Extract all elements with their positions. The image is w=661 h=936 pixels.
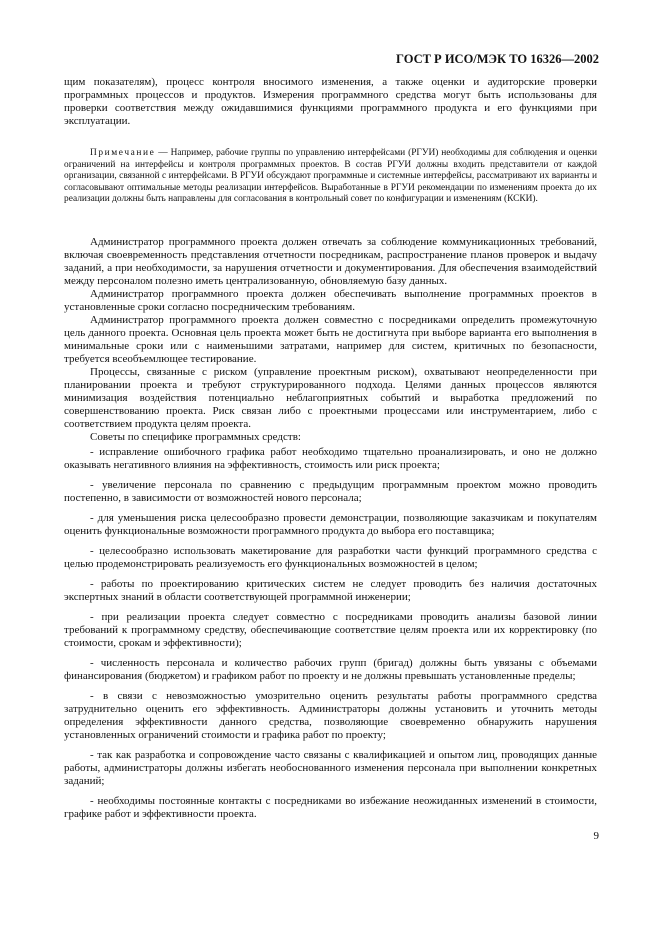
note-text: — Например, рабочие группы по управлению интерфейсами (РГУИ) необходимы для соблюдения и оценки ограничений на интерфейсы и контроля программных проектов. В состав РГУИ должны входить представители от каждой организации, связанной с интерфейсами. В РГУИ обсуждают программные и системные интерфейсы, рассматривают их варианты и согласовывают оптимальные методы реализации интерфейсов. Выработанные в РГУИ рекомендации по изменениям проекта до их реализации должны быть направлены для согласования в контрольный совет по конфигурации и изменениям (КСКИ). [64,148,597,205]
paragraph: Администратор программного проекта должен обеспечивать выполнение программных проектов в установленные сроки согласно посредническим требованиям. [64,287,597,313]
document-header: ГОСТ Р ИСО/МЭК ТО 16326—2002 [396,52,599,66]
list-item: - целесообразно использовать макетирование для разработки части функций программного средства с целью продемонстрировать реализуемость его функциональных возможностей в целом; [64,544,597,570]
note-block [64,148,597,206]
page-number: 9 [593,830,599,842]
list-item: - исправление ошибочного графика работ необходимо тщательно проанализировать, и оно не должно оказывать негативного влияния на эффективность, стоимость или риск проекта; [64,445,597,471]
list-item: - при реализации проекта следует совместно с посредниками проводить анализы базовой линии требований к программному средству, обеспечивающие соответствие целям проекта или их корректировку (по стоимости, срокам и эффективности); [64,610,597,649]
paragraph: Администратор программного проекта должен отвечать за соблюдение коммуникационных требований, включая своевременность представления отчетности посредникам, распространение планов проверок и выдачу заданий, а при необходимости, за нарушения отчетности и документирования. Для обеспечения взаимодействий между персоналом полезно иметь централизованную, обновляемую базу данных. [64,235,597,287]
list-item: - увеличение персонала по сравнению с предыдущим программным проектом можно проводить постепенно, в зависимости от возможностей нового персонала; [64,478,597,504]
list-item: - для уменьшения риска целесообразно провести демонстрации, позволяющие заказчикам и покупателям оценить функциональные возможности программного продукта до выбора его поставщика; [64,511,597,537]
list-item: - в связи с невозможностью умозрительно оценить результаты работы программного средства затруднительно оценить его эффективность. Администраторы должны установить и уточнить методы определения эффективности данного средства, позволяющие своевременно обнаружить нарушения установленных ограничений стоимости и графика работ по проекту; [64,689,597,741]
paragraph: Администратор программного проекта должен совместно с посредниками определить промежуточную цель данного проекта. Основная цель проекта может быть не достигнута при выборе варианта его выполнения в минимальные сроки или с наименьшими затратами, например для систем, критичных по безопасности, требуется всеобъемлющее тестирование. [64,313,597,365]
list-item: - работы по проектированию критических систем не следует проводить без наличия достаточных экспертных знаний в области соответствующей программной инженерии; [64,577,597,603]
page-content [64,76,597,828]
paragraph: Процессы, связанные с риском (управление проектным риском), охватывают неопределенности при планировании проекта и требуют структурированного подхода. Целями данных процессов являются минимизация воздействия потенциально неблагоприятных событий и выработка предложений по совершенствованию проекта. Риск связан либо с проектными процессами или инструментарием, либо с соответствием продукта целям проекта. [64,365,597,430]
note-lead: Примечание [90,148,156,158]
intro-paragraph: щим показателям), процесс контроля вносимого изменения, а также оценки и аудиторские проверки программных процессов и продуктов. Измерения программного средства могут быть использованы для проверки соответствия между ожидавшимися функциями программного продукта и его функциями при эксплуатации. [64,76,597,127]
paragraph: Советы по специфике программных средств: [90,430,301,443]
list-item: - численность персонала и количество рабочих групп (бригад) должны быть увязаны с объемами финансирования (бюджетом) и графиком работ по проекту и не должны превышать установленные пределы; [64,656,597,682]
list-item: - необходимы постоянные контакты с посредниками во избежание неожиданных изменений в стоимости, графике работ и эффективности проекта. [64,794,597,820]
list-item: - так как разработка и сопровождение часто связаны с квалификацией и опытом лиц, проводящих данные работы, администраторы должны избегать необоснованного изменения персонала при выполнении конкретных заданий; [64,748,597,787]
